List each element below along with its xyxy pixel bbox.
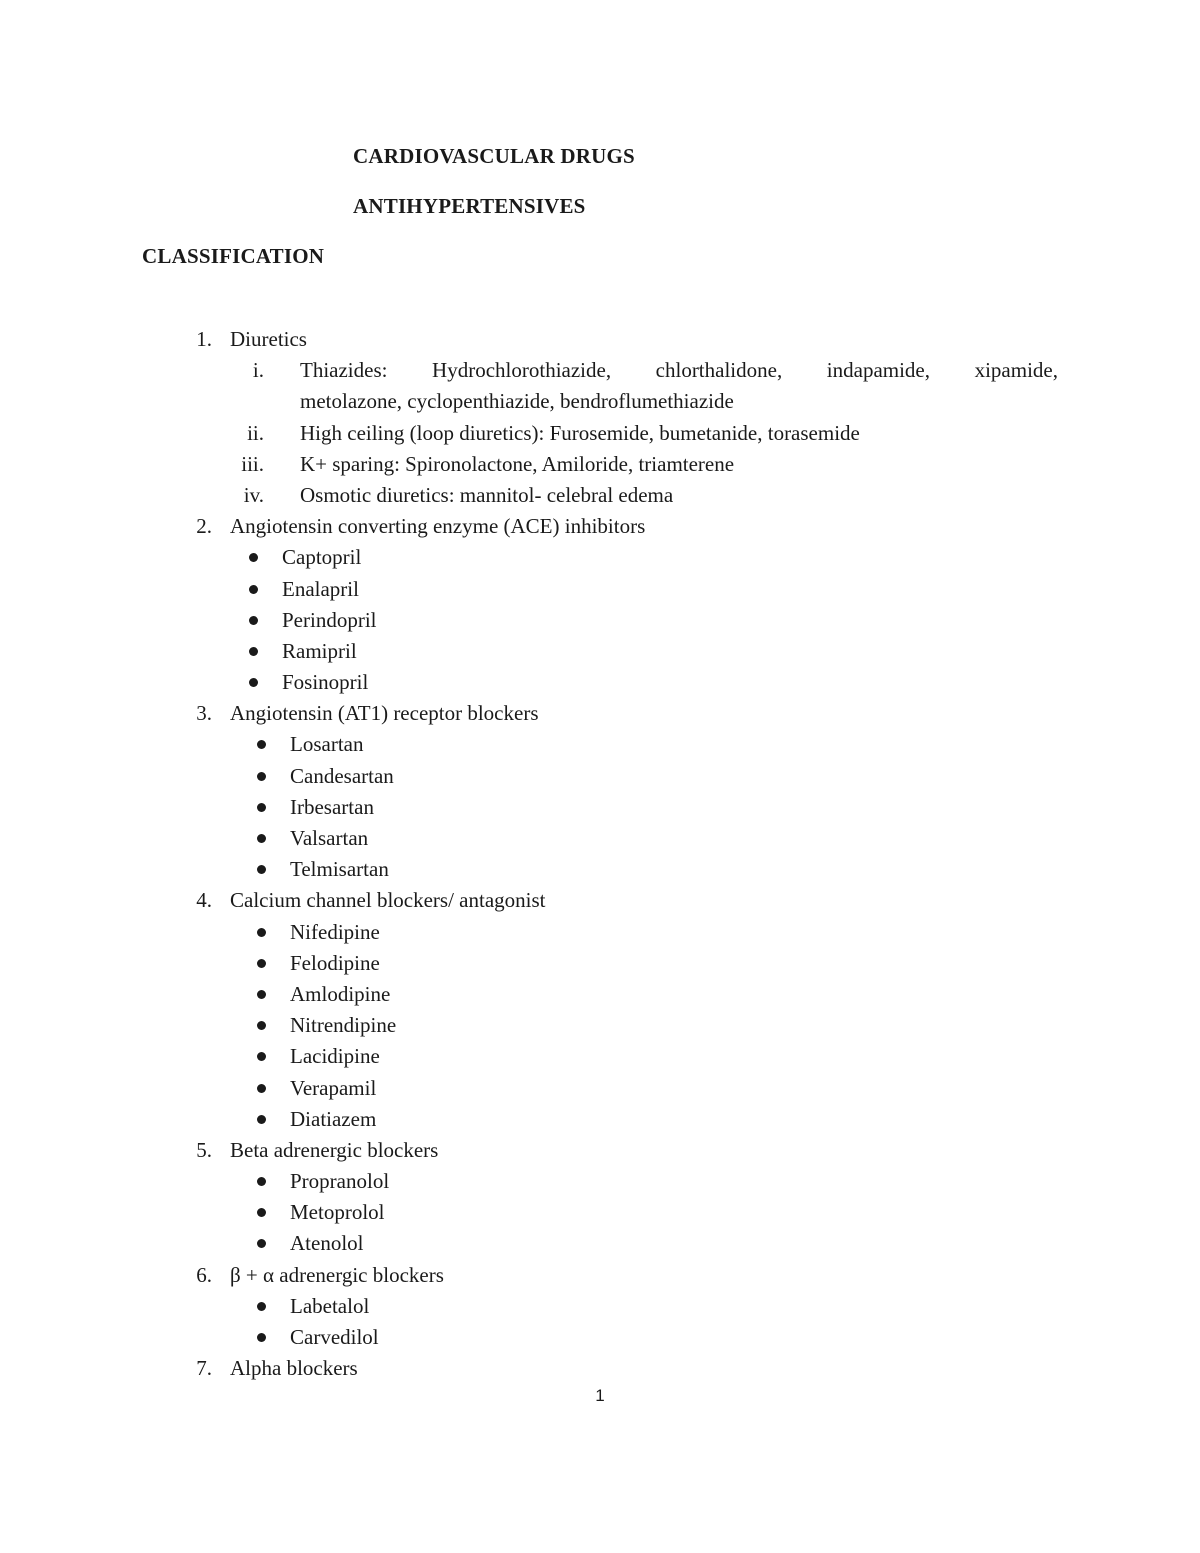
drug-name: Labetalol [290, 1293, 370, 1318]
drug-name: Losartan [290, 732, 364, 757]
drug-item [0, 1104, 1200, 1135]
drug-name: Enalapril [282, 576, 359, 601]
drug-name: Lacidipine [290, 1044, 380, 1069]
drug-item [0, 542, 1200, 573]
drug-name: Felodipine [290, 950, 380, 975]
bullet-icon [257, 803, 266, 812]
drug-name: Ramipril [282, 638, 357, 663]
list-item-calcium-channel-blockers [0, 885, 1200, 916]
drug-name: Fosinopril [282, 670, 369, 695]
sub-item-k-sparing [0, 449, 1200, 480]
sub-item-loop-diuretics [0, 418, 1200, 449]
drug-name: Nitrendipine [290, 1013, 397, 1038]
drug-name: Carvedilol [290, 1325, 379, 1349]
sub-item-numeral: iii. [241, 451, 264, 476]
item-number: 1. [196, 327, 212, 351]
item-label: Angiotensin converting enzyme (ACE) inhibitors [230, 514, 646, 539]
drug-item [0, 761, 1200, 792]
item-number: 2. [196, 514, 212, 539]
drug-item [0, 1166, 1200, 1197]
bullet-icon [257, 1115, 266, 1124]
bullet-icon [257, 1208, 266, 1217]
page-number: 1 [595, 1386, 605, 1405]
item-label: Angiotensin (AT1) receptor blockers [230, 701, 539, 726]
drug-item [0, 917, 1200, 948]
item-number: 3. [196, 701, 212, 726]
drug-name: Captopril [282, 545, 362, 570]
drug-item [0, 1010, 1200, 1041]
drug-item [0, 1041, 1200, 1072]
item-number: 7. [196, 1356, 212, 1381]
list-item-at1-receptor-blockers [0, 698, 1200, 729]
classification-list [0, 324, 1200, 1384]
item-label: Beta adrenergic blockers [230, 1137, 439, 1162]
bullet-icon [257, 1302, 266, 1311]
item-number: 6. [196, 1262, 212, 1287]
bullet-icon [257, 1239, 266, 1248]
drug-item [0, 605, 1200, 636]
bullet-icon [257, 1084, 266, 1093]
drug-item [0, 729, 1200, 760]
item-label: Diuretics [230, 327, 307, 351]
list-item-ace-inhibitors [0, 511, 1200, 542]
drug-item [0, 1291, 1200, 1322]
item-number: 5. [196, 1137, 212, 1162]
drug-name: Perindopril [282, 607, 377, 632]
drug-name: Propranolol [290, 1169, 390, 1194]
item-label: Alpha blockers [230, 1356, 358, 1381]
sub-item-numeral: iv. [243, 482, 264, 507]
drug-item [0, 854, 1200, 885]
drug-item [0, 1073, 1200, 1104]
bullet-icon [257, 928, 266, 937]
sub-item-numeral: i. [252, 358, 264, 383]
drug-item [0, 574, 1200, 605]
drug-name: Metoprolol [290, 1200, 385, 1225]
document-title: CARDIOVASCULAR DRUGS [353, 144, 635, 168]
bullet-icon [249, 678, 258, 687]
bullet-icon [257, 772, 266, 781]
sub-item-text: metolazone, cyclopenthiazide, bendroflumethiazide [300, 389, 734, 414]
drug-item [0, 979, 1200, 1010]
sub-item-text: K+ sparing: Spironolactone, Amiloride, triamterene [300, 451, 735, 476]
bullet-icon [257, 740, 266, 749]
bullet-icon [257, 1177, 266, 1186]
bullet-icon [257, 959, 266, 968]
drug-item [0, 636, 1200, 667]
bullet-icon [257, 1333, 266, 1342]
item-label: β + α adrenergic blockers [230, 1262, 444, 1287]
drug-item [0, 667, 1200, 698]
drug-item [0, 792, 1200, 823]
item-label: Calcium channel blockers/ antagonist [230, 888, 546, 913]
bullet-icon [249, 616, 258, 625]
drug-name: Amlodipine [290, 981, 391, 1006]
section-heading: CLASSIFICATION [142, 244, 325, 268]
list-item-beta-alpha-blockers [0, 1260, 1200, 1291]
sub-item-text: Thiazides: Hydrochlorothiazide, chlorthalidone, indapamide, xipamide, [300, 358, 1058, 383]
bullet-icon [257, 1052, 266, 1061]
sub-item-text: High ceiling (loop diuretics): Furosemide, bumetanide, torasemide [300, 420, 860, 445]
bullet-icon [257, 1021, 266, 1030]
sub-item-thiazides [0, 355, 1200, 386]
drug-item [0, 948, 1200, 979]
drug-name: Telmisartan [290, 857, 389, 882]
sub-item-numeral: ii. [247, 420, 264, 445]
drug-name: Atenolol [290, 1231, 364, 1256]
drug-name: Diatiazem [290, 1106, 377, 1131]
drug-name: Candesartan [290, 763, 394, 788]
bullet-icon [257, 834, 266, 843]
drug-name: Irbesartan [290, 794, 374, 819]
item-number: 4. [196, 888, 212, 913]
bullet-icon [257, 990, 266, 999]
bullet-icon [257, 865, 266, 874]
list-item-alpha-blockers [0, 1353, 1200, 1384]
list-item-beta-blockers [0, 1135, 1200, 1166]
drug-name: Nifedipine [290, 919, 380, 944]
drug-name: Verapamil [290, 1075, 377, 1100]
drug-item [0, 823, 1200, 854]
sub-item-osmotic [0, 480, 1200, 511]
bullet-icon [249, 647, 258, 656]
sub-item-text: Osmotic diuretics: mannitol- celebral edema [300, 482, 674, 507]
bullet-icon [249, 553, 258, 562]
drug-name: Valsartan [290, 826, 369, 850]
document-subtitle: ANTIHYPERTENSIVES [353, 194, 586, 218]
drug-item [0, 1322, 1200, 1353]
sub-item-thiazides-continued [0, 386, 1200, 417]
bullet-icon [249, 585, 258, 594]
drug-item [0, 1228, 1200, 1259]
list-item-diuretics [0, 324, 1200, 355]
drug-item [0, 1197, 1200, 1228]
